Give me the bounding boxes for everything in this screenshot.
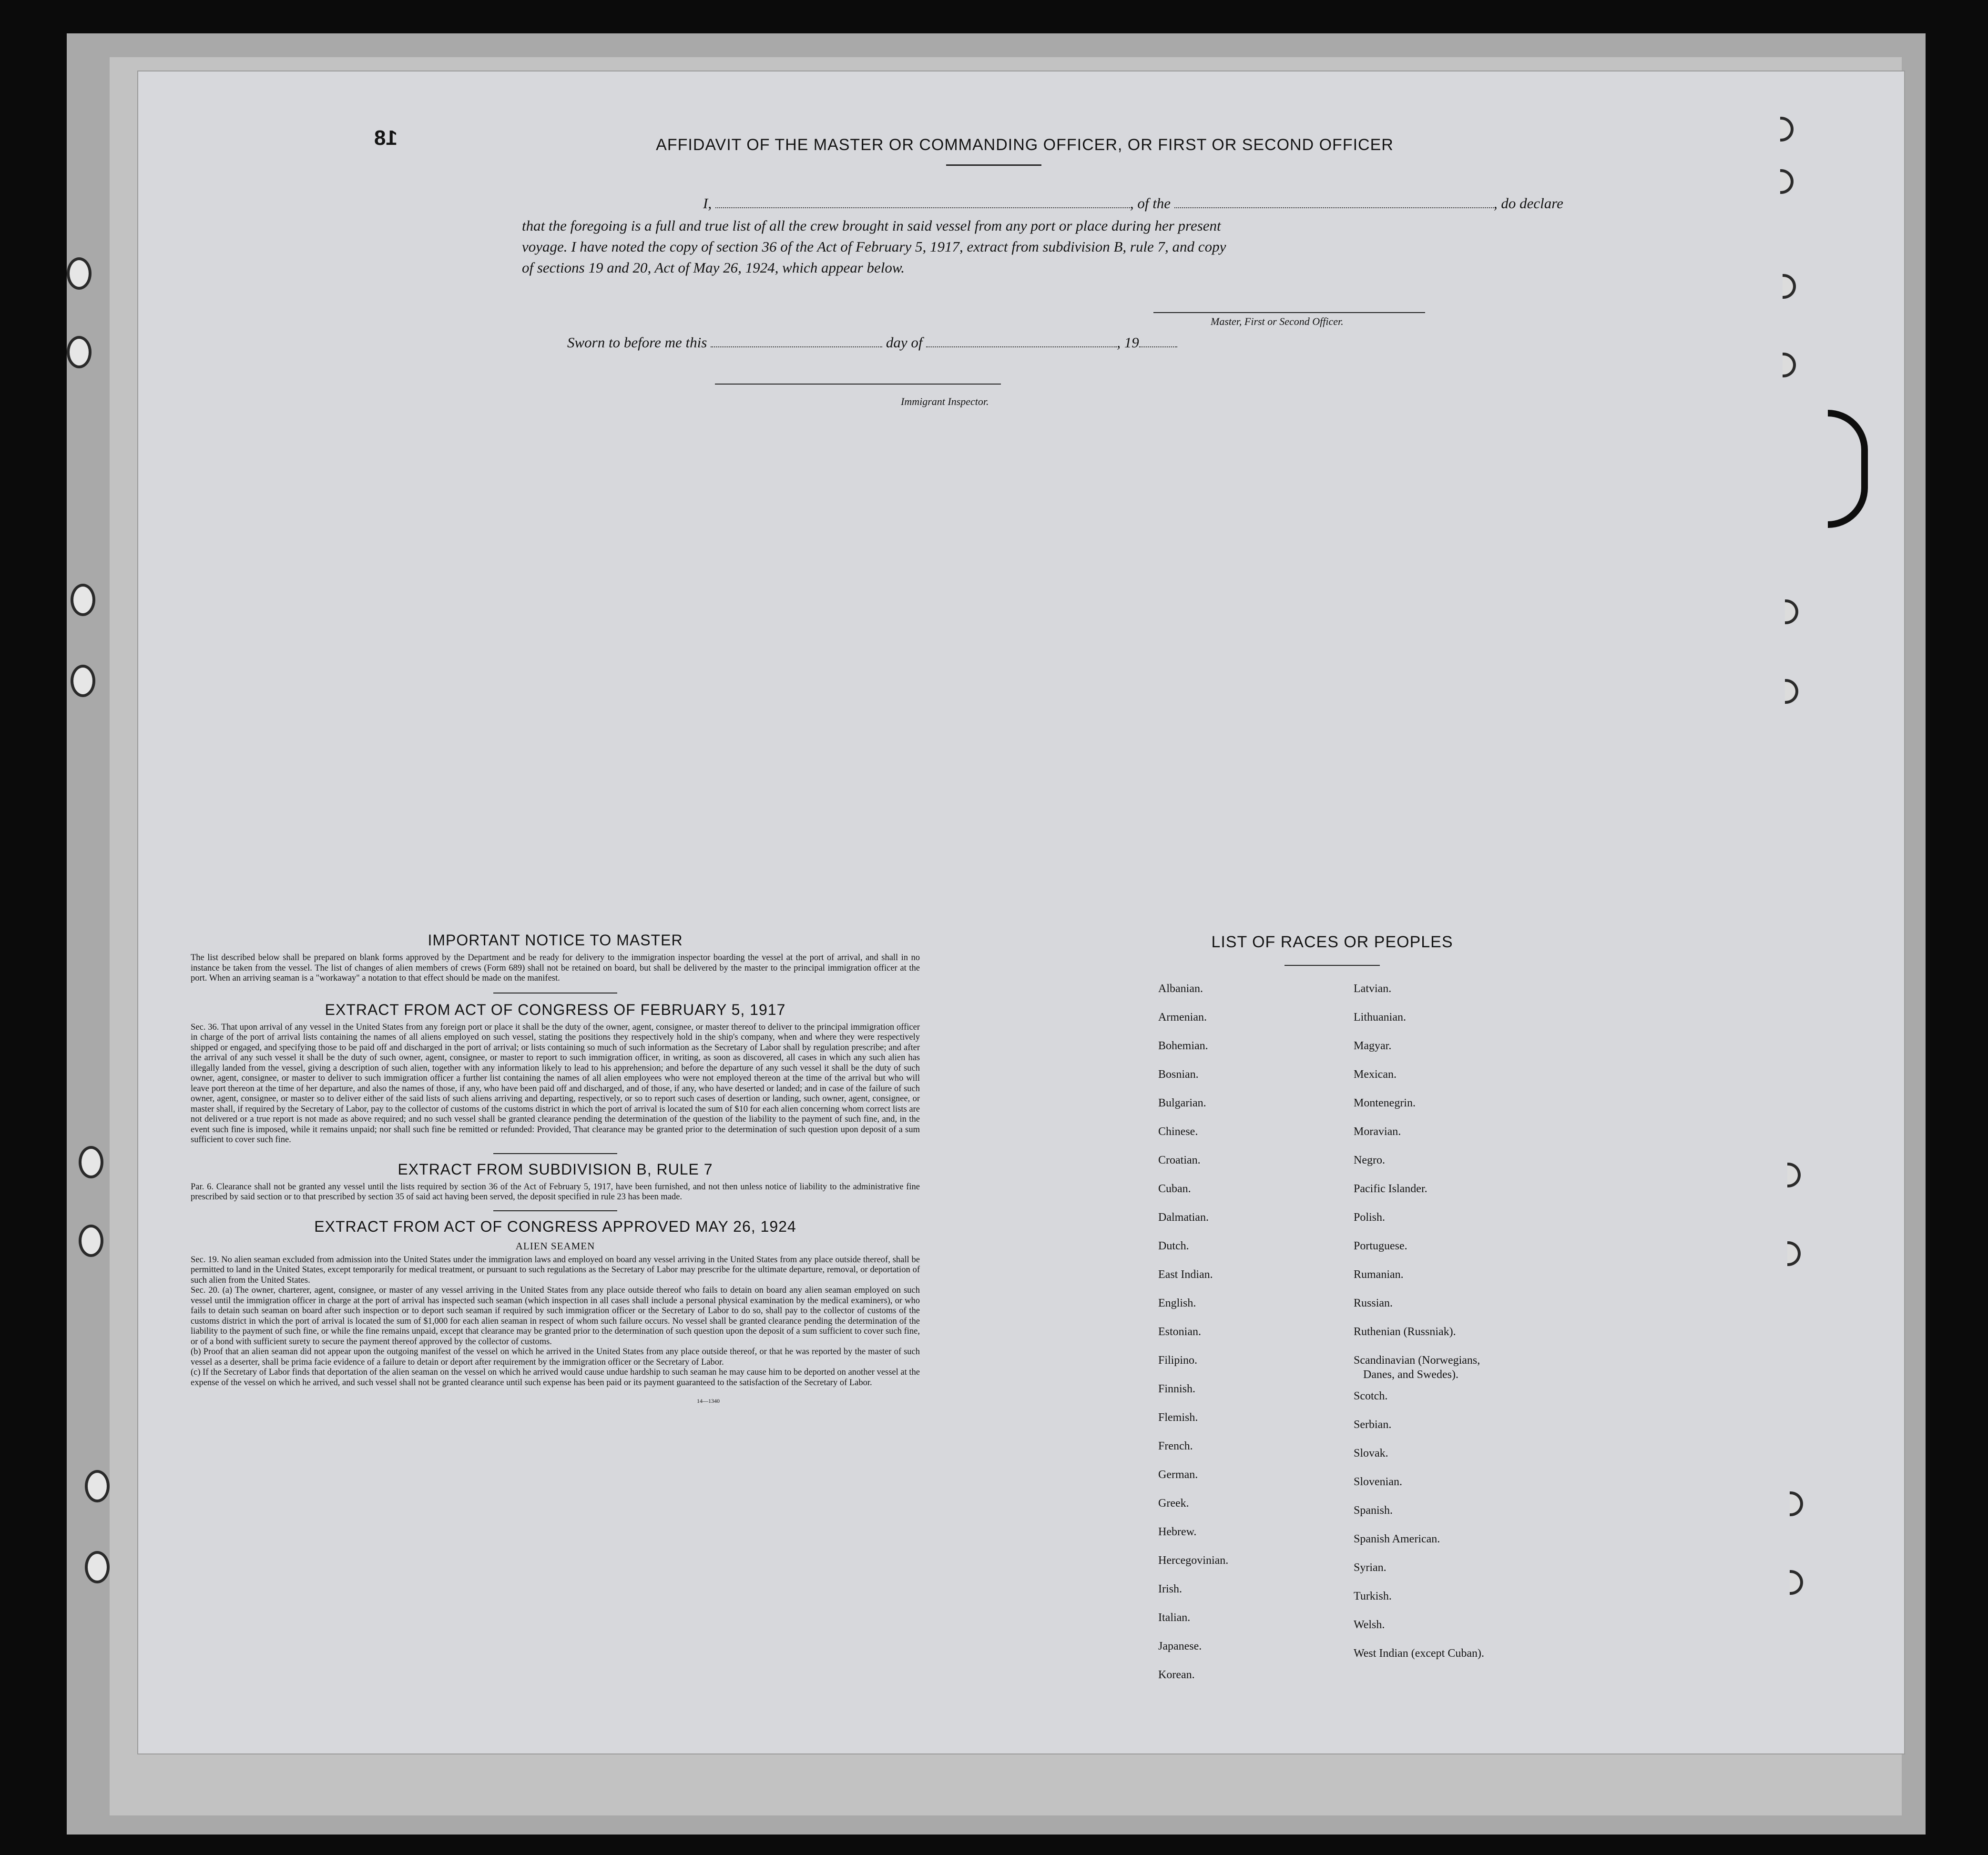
race-item: Lithuanian.: [1354, 1011, 1406, 1024]
race-item: Scotch.: [1354, 1390, 1388, 1402]
binder-hole: [85, 1551, 110, 1583]
divider-2: [493, 1153, 617, 1154]
race-item: French.: [1158, 1440, 1193, 1452]
race-item: Cuban.: [1158, 1183, 1191, 1195]
race-item: Slovenian.: [1354, 1476, 1402, 1488]
extract2-title: EXTRACT FROM SUBDIVISION B, RULE 7: [398, 1160, 713, 1178]
do-declare-label: , do declare: [1493, 195, 1563, 212]
race-item: Bosnian.: [1158, 1068, 1199, 1081]
race-item: Polish.: [1354, 1211, 1386, 1224]
race-item: Bohemian.: [1158, 1040, 1208, 1052]
race-item: Greek.: [1158, 1497, 1189, 1510]
race-item: Chinese.: [1158, 1125, 1198, 1138]
inspector-caption: Immigrant Inspector.: [901, 395, 989, 407]
race-item: German.: [1158, 1469, 1198, 1481]
race-item: Moravian.: [1354, 1125, 1401, 1138]
race-item: Croatian.: [1158, 1154, 1201, 1166]
race-item: Ruthenian (Russniak).: [1354, 1326, 1456, 1338]
race-item: Spanish American.: [1354, 1533, 1440, 1545]
race-item: Hebrew.: [1158, 1526, 1197, 1538]
extract1-body: Sec. 36. That upon arrival of any vessel in the United States from any foreign port or place it shall be the duty of the owner, agent, consignee, or master thereof to deliver to the principal immigration officer in charge of the port of arrival lists containing the names of all aliens employed on such vessel, stating the positions they respectively hold in the ship's company, when and where they were respectively shipped or engaged, and specifying those to be paid off and discharged in the port of arrival; or lists containing so much of such information as the Secretary of Labor shall by regulation prescribe; and after the arrival of any such vessel it shall be the duty of such owner, agent, consignee, or master to report to such immigration officer, in writing, as soon as discovered, all cases in which any such alien has illegally landed from the vessel, giving a description of such alien, together with any information likely to lead to his apprehension; and before the departure of any such vessel it shall be the duty of such owner, agent, consignee, or master to deliver to such immigration officer a further list containing the names of all alien employees who were not employed thereon at the time of the arrival but who will leave port thereon at the time of her departure, and also the names of those, if any, who have been paid off and discharged, and of those, if any, who have deserted or landed; and in case of the failure of such owner, agent, consignee, or master so to deliver either of the said lists of such aliens arriving and departing, respectively, or so to report such cases of desertion or landing, such owner, agent, consignee, or master shall, if required by the Secretary of Labor, pay to the collector of customs of the customs district in which the port of arrival is located the sum of $10 for each alien concerning whom correct lists are not delivered or a true report is not made as above required; and no such vessel shall be granted clearance pending the determination of the question of the liability to the payment of such fine, and, in the event such fine is imposed, while it remains unpaid; nor shall such fine be remitted or refunded: Provided, That clearance may be granted prior to the determination of such question upon deposit of a sum sufficient to cover such fine.: [191, 1022, 920, 1145]
race-item: Serbian.: [1354, 1419, 1392, 1431]
race-item: Bulgarian.: [1158, 1097, 1206, 1109]
race-item: Dalmatian.: [1158, 1211, 1209, 1224]
of-the-label: , of the: [1130, 195, 1171, 212]
race-item: Flemish.: [1158, 1411, 1198, 1424]
signature-caption: Master, First or Second Officer.: [1211, 315, 1344, 327]
race-item: Turkish.: [1354, 1590, 1392, 1602]
sec20c-text: (c) If the Secretary of Labor finds that deportation of the alien seaman on the vessel on which he arrived would cause undue hardship to such seaman he may cause him to be deported on another vessel at the expense of the vessel on which he arrived, and such vessel shall not be granted clearance until such expense has been paid or its payment guaranteed to the satisfaction of the Secretary of Labor.: [191, 1368, 920, 1388]
race-item: Estonian.: [1158, 1326, 1201, 1338]
race-item: West Indian (except Cuban).: [1354, 1647, 1484, 1660]
race-item: Slovak.: [1354, 1447, 1388, 1460]
race-item: Dutch.: [1158, 1240, 1189, 1252]
race-item: Korean.: [1158, 1669, 1195, 1681]
affidavit-line-3: of sections 19 and 20, Act of May 26, 1924, which appear below.: [522, 259, 905, 276]
binder-hole: [67, 336, 92, 368]
race-item: Spanish.: [1354, 1504, 1393, 1517]
races-title: LIST OF RACES OR PEOPLES: [1211, 933, 1453, 951]
race-item: Syrian.: [1354, 1561, 1387, 1574]
notice-body: The list described below shall be prepared on blank forms approved by the Department and be ready for delivery to the immigration inspector boarding the vessel at the port of arrival, and shall in no instance be taken from the vessel. The list of changes of alien members of crews (Form 689) shall not be retained on board, but shall be delivered by the master to the principal immigration officer at the port. When an arriving seaman is a "workaway" a notation to that effect should be made on the manifest.: [191, 953, 920, 983]
binder-hole: [71, 584, 95, 616]
document-page: [138, 71, 1904, 1754]
year-blank: [1139, 346, 1177, 347]
race-item: Albanian.: [1158, 983, 1203, 995]
sworn-label: Sworn to before me this: [567, 334, 707, 351]
notices-column: [191, 932, 920, 1405]
race-item: Magyar.: [1354, 1040, 1392, 1052]
signature-line: [1153, 312, 1425, 313]
extract3-title: EXTRACT FROM ACT OF CONGRESS APPROVED MAY 26, 1924: [314, 1217, 796, 1235]
sworn-line: [567, 332, 1177, 353]
sec20a-text: Sec. 20. (a) The owner, charterer, agent, consignee, or master of any vessel arriving in the United States from any place outside thereof who fails to detain on board any alien seaman employed on such vessel until the immigration officer in charge at the port of arrival has inspected such seaman (which inspection in all cases shall include a personal physical examination by the medical examiners), or who fails to detain such seaman on board after such inspection or to deport such seaman if required by such immigration officer or the Secretary of Labor to do so, shall pay to the collector of customs of the customs district in which the port of arrival is located the sum of $1,000 for each alien seaman in respect of whom such failure occurs. No vessel shall be granted clearance pending the determination of the liability to the payment of such fine, or while the fine remains unpaid, except that clearance may be granted prior to the determination of such question upon the deposit of a sum sufficient to cover such fine, or of a bond with sufficient surety to secure the payment thereof approved by the collector of customs.: [191, 1286, 920, 1347]
race-item: Latvian.: [1354, 983, 1392, 995]
binder-hole: [71, 665, 95, 697]
extract3-subtitle: ALIEN SEAMEN: [515, 1240, 595, 1252]
form-number: 14—1340: [697, 1398, 720, 1404]
extract2-body: Par. 6. Clearance shall not be granted any vessel until the lists required by section 36 of the Act of February 5, 1917, have been furnished, and not then unless notice of liability to the administrative fine prescribed by said section or to that prescribed by section 35 of said act having been served, the deposit specified in rule 23 has been made.: [191, 1182, 920, 1202]
title-rule: [946, 164, 1041, 166]
race-item: Irish.: [1158, 1583, 1182, 1595]
race-item: Mexican.: [1354, 1068, 1397, 1081]
race-item: Rumanian.: [1354, 1268, 1404, 1281]
race-item: Danes, and Swedes).: [1363, 1368, 1458, 1381]
divider-3: [493, 1210, 617, 1211]
affidavit-line-1: that the foregoing is a full and true list of all the crew brought in said vessel from any port or place during her present: [522, 217, 1221, 234]
binder-hole: [79, 1146, 103, 1178]
binder-hole: [85, 1470, 110, 1502]
name-blank: [715, 207, 1130, 208]
race-item: Negro.: [1354, 1154, 1385, 1166]
vessel-blank: [1174, 207, 1494, 208]
affidavit-line-2: voyage. I have noted the copy of section 36 of the Act of February 5, 1917, extract from subdivision B, rule 7, and copy: [522, 238, 1226, 255]
race-item: Montenegrin.: [1354, 1097, 1416, 1109]
i-label: I,: [703, 195, 712, 212]
declare-line: [522, 193, 1609, 214]
race-item: Armenian.: [1158, 1011, 1207, 1024]
notice-title: IMPORTANT NOTICE TO MASTER: [428, 932, 683, 949]
race-item: Italian.: [1158, 1612, 1191, 1624]
extract1-title: EXTRACT FROM ACT OF CONGRESS OF FEBRUARY 5, 1917: [325, 1001, 786, 1018]
sec20b-text: (b) Proof that an alien seaman did not appear upon the outgoing manifest of the vessel on which he arrived in the United States from any place outside thereof, or that he was reported by the master of such vessel as a deserter, shall be prima facie evidence of a failure to detain or deport after requirement by the immigration officer or the Secretary of Labor.: [191, 1347, 920, 1367]
race-item: Pacific Islander.: [1354, 1183, 1427, 1195]
year-label: , 19: [1117, 334, 1139, 351]
sec19-text: Sec. 19. No alien seaman excluded from admission into the United States under the immigration laws and employed on board any vessel arriving in the United States from any place outside thereof, shall be permitted to land in the United States, except temporarily for medical treatment, or pursuant to such regulations as the Secretary of Labor may prescribe for the ultimate departure, removal, or deportation of such alien from the United States.: [191, 1255, 920, 1285]
day-blank: [711, 346, 882, 347]
race-item: English.: [1158, 1297, 1196, 1309]
race-item: Scandinavian (Norwegians,: [1354, 1354, 1480, 1367]
race-item: Finnish.: [1158, 1383, 1196, 1395]
race-item: Japanese.: [1158, 1640, 1202, 1652]
races-rule: [1285, 965, 1380, 966]
page-mark: 18: [374, 126, 398, 150]
day-of-label: day of: [886, 334, 923, 351]
binder-hole: [67, 257, 92, 290]
race-item: Portuguese.: [1354, 1240, 1407, 1252]
race-item: Russian.: [1354, 1297, 1393, 1309]
month-blank: [926, 346, 1117, 347]
race-item: Welsh.: [1354, 1619, 1385, 1631]
race-item: Filipino.: [1158, 1354, 1198, 1367]
race-item: East Indian.: [1158, 1268, 1213, 1281]
binder-hole: [79, 1225, 103, 1257]
race-item: Hercegovinian.: [1158, 1554, 1229, 1567]
affidavit-title: AFFIDAVIT OF THE MASTER OR COMMANDING OFFICER, OR FIRST OR SECOND OFFICER: [656, 136, 1394, 154]
inspector-line: [715, 384, 1001, 385]
